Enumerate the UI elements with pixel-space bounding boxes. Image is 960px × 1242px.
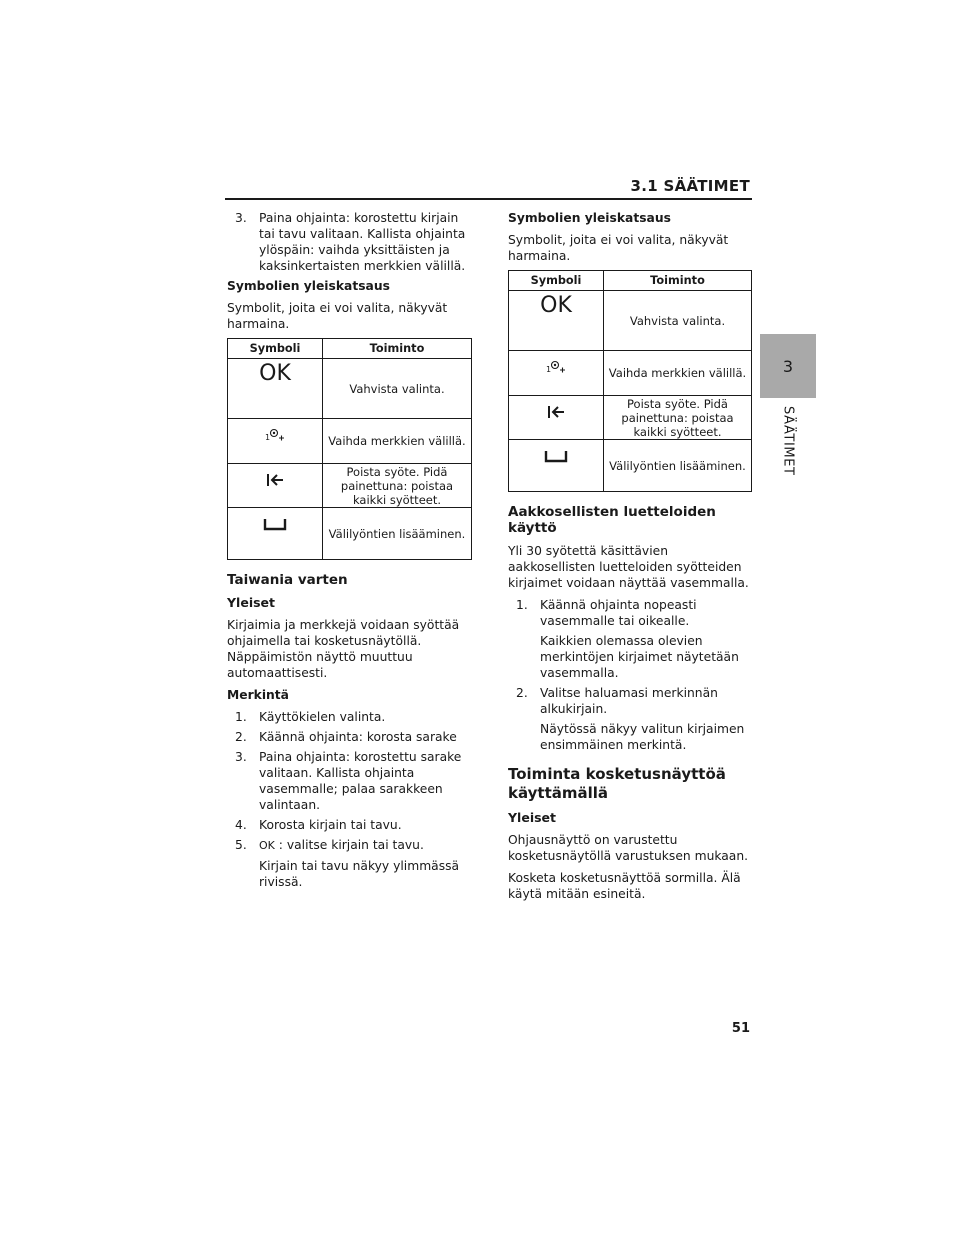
step-text <box>259 837 472 854</box>
table-row <box>228 508 472 560</box>
step-number: 1. <box>516 598 528 612</box>
function-cell: Poista syöte. Pidä painettuna: poistaa kaikki syötteet. <box>323 464 472 508</box>
symbol-cell <box>509 396 604 440</box>
chapter-number: 3 <box>782 356 794 376</box>
header-rule <box>225 198 752 200</box>
step-number: 3. <box>235 211 247 225</box>
function-cell: Välilyöntien lisääminen. <box>323 508 472 560</box>
column-header-symbol: Symboli <box>228 339 323 359</box>
column-header-function: Toiminto <box>604 271 752 291</box>
touch-text-2: Kosketa kosketusnäyttöä sormilla. Älä käytä mitään esineitä. <box>508 871 741 901</box>
symbols-intro: Symbolit, joita ei voi valita, näkyvät harmaina. <box>227 301 448 331</box>
svg-text:1: 1 <box>265 433 271 442</box>
step-text: Käyttökielen valinta. <box>259 710 386 724</box>
section-title: 3.1 SÄÄTIMET <box>630 177 750 195</box>
table-header-row <box>509 271 752 291</box>
svg-text:1: 1 <box>546 365 552 374</box>
symbol-cell <box>228 464 323 508</box>
general-heading: Yleiset <box>227 595 275 610</box>
list-item <box>227 749 472 813</box>
step-text: Paina ohjainta: korostettu kirjain tai tavu valitaan. Kallista ohjainta ylöspäin: vaihda yksittäisten ja kaksinkertaisten merkkien välillä. <box>259 211 466 273</box>
left-column <box>227 210 472 894</box>
taiwan-heading: Taiwania varten <box>227 572 348 588</box>
chapter-label <box>760 406 816 476</box>
table-row <box>228 419 472 464</box>
touch-general-heading: Yleiset <box>508 810 556 825</box>
symbol-cell <box>509 351 604 396</box>
step-number: 1. <box>235 710 247 724</box>
function-cell: Vahvista valinta. <box>323 359 472 419</box>
right-column <box>508 210 752 908</box>
symbols-heading: Symbolien yleiskatsaus <box>508 211 671 225</box>
step-number: 2. <box>516 686 528 700</box>
char-switch-icon <box>264 427 286 443</box>
delete-arrow-icon <box>265 472 285 488</box>
step-continuation: Näytössä näkyy valitun kirjaimen ensimmäinen merkintä. <box>540 722 745 752</box>
function-cell: Vahvista valinta. <box>604 291 752 351</box>
space-icon <box>544 448 568 464</box>
list-item <box>227 709 472 725</box>
step-text: Korosta kirjain tai tavu. <box>259 818 402 832</box>
symbol-cell <box>509 440 604 492</box>
table-row <box>228 464 472 508</box>
step-continuation: Kirjain tai tavu näkyy ylimmässä rivissä. <box>259 859 460 889</box>
symbols-table <box>508 270 752 492</box>
symbols-table <box>227 338 472 560</box>
symbol-cell <box>228 419 323 464</box>
delete-arrow-icon <box>546 404 566 420</box>
alpha-heading: Aakkosellisten luetteloiden käyttö <box>508 504 716 536</box>
table-row <box>228 359 472 419</box>
symbols-heading: Symbolien yleiskatsaus <box>227 279 390 293</box>
list-item <box>227 817 472 833</box>
page-number: 51 <box>731 1021 750 1036</box>
function-cell: Vaihda merkkien välillä. <box>604 351 752 396</box>
function-cell: Välilyöntien lisääminen. <box>604 440 752 492</box>
step-number: 4. <box>235 818 247 832</box>
table-row <box>509 396 752 440</box>
chapter-tab <box>760 334 816 398</box>
chapter-label-text: SÄÄTIMET <box>780 406 796 476</box>
step-number: 3. <box>235 750 247 764</box>
step-text-body: : valitse kirjain tai tavu. <box>278 838 424 852</box>
space-icon <box>263 516 287 532</box>
table-row <box>509 291 752 351</box>
ok-icon: OK <box>259 839 275 852</box>
symbol-cell <box>509 291 604 351</box>
char-switch-icon <box>545 359 567 375</box>
column-header-symbol: Symboli <box>509 271 604 291</box>
list-item <box>227 837 472 854</box>
entry-heading: Merkintä <box>227 688 289 702</box>
step-text: Käännä ohjainta nopeasti vasemmalle tai oikealle. <box>540 598 697 628</box>
function-cell: Poista syöte. Pidä painettuna: poistaa kaikki syötteet. <box>604 396 752 440</box>
step-number: 5. <box>235 838 247 852</box>
table-row <box>509 351 752 396</box>
step-number: 2. <box>235 730 247 744</box>
function-cell: Vaihda merkkien välillä. <box>323 419 472 464</box>
symbol-cell <box>228 359 323 419</box>
step-text: Käännä ohjainta: korosta sarake <box>259 730 457 744</box>
list-item <box>508 597 752 629</box>
symbol-cell <box>228 508 323 560</box>
table-header-row <box>228 339 472 359</box>
touch-text-1: Ohjausnäyttö on varustettu kosketusnäytöllä varustuksen mukaan. <box>508 833 749 863</box>
list-item <box>508 685 752 717</box>
ok-icon: OK <box>259 361 291 386</box>
general-text: Kirjaimia ja merkkejä voidaan syöttää ohjaimella tai kosketusnäytöllä. Näppäimistön näyttö muuttuu automaattisesti. <box>227 618 460 680</box>
step-text: Valitse haluamasi merkinnän alkukirjain. <box>540 686 718 716</box>
step-continuation: Kaikkien olemassa olevien merkintöjen kirjaimet näytetään vasemmalla. <box>540 634 739 680</box>
column-header-function: Toiminto <box>323 339 472 359</box>
alpha-text: Yli 30 syötettä käsittävien aakkosellisten luetteloiden syötteiden kirjaimet voidaan näyttää vasemmalla. <box>508 544 749 590</box>
list-item <box>227 729 472 745</box>
ok-icon: OK <box>540 293 572 318</box>
touch-heading: Toiminta kosketusnäyttöä käyttämällä <box>508 765 726 802</box>
table-row <box>509 440 752 492</box>
symbols-intro: Symbolit, joita ei voi valita, näkyvät harmaina. <box>508 233 729 263</box>
step-text: Paina ohjainta: korostettu sarake valitaan. Kallista ohjainta vasemmalle; palaa sarakkeen valintaan. <box>259 750 462 812</box>
list-item <box>227 210 472 274</box>
